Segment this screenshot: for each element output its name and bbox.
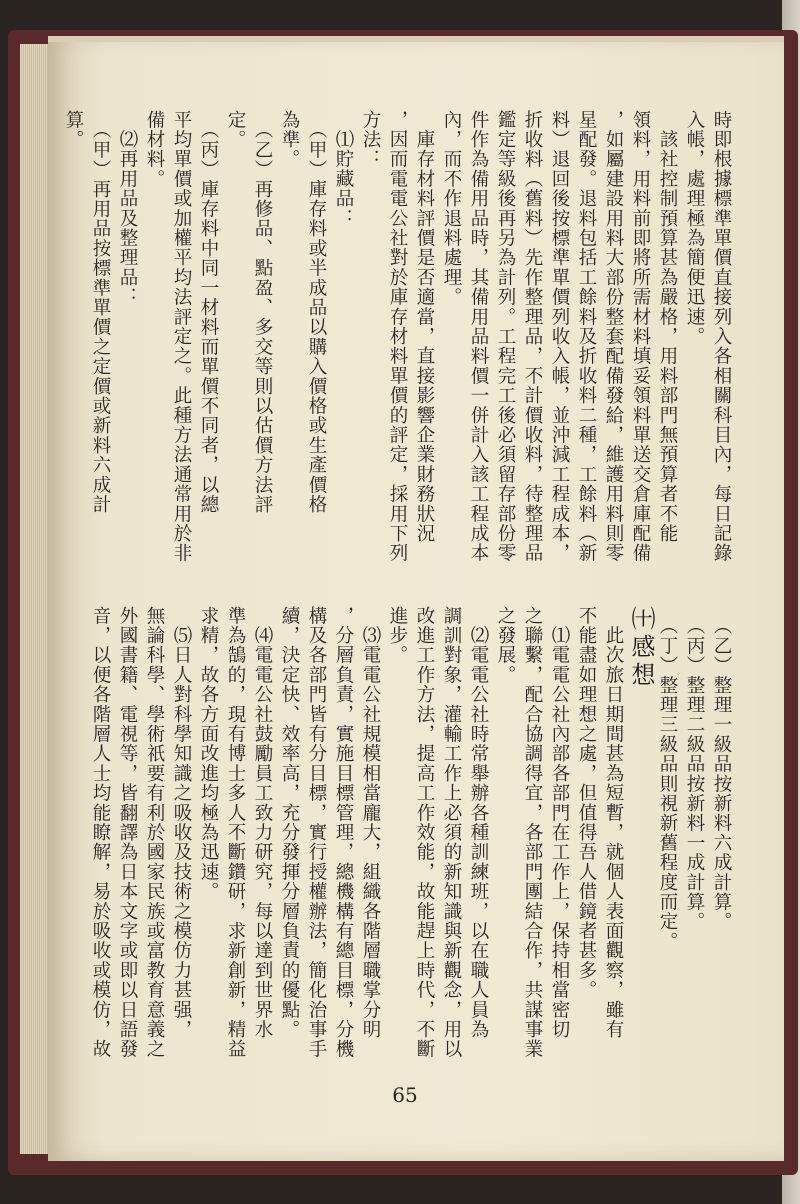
upper-text-block — [63, 110, 735, 580]
text-line: ⑴電電公社內部各部門在工作上，保持相當密切 — [549, 606, 570, 1040]
text-line: （丙）庫存料中同一材料而單價不同者，以總 — [198, 110, 219, 515]
text-line: （甲）再用品按標準單價之定價或新料六成計 — [90, 110, 111, 515]
page-number: 65 — [392, 1083, 418, 1107]
text-line: 方法： — [360, 110, 381, 170]
text-line: 續，決定快、效率高，充分發揮分層負責的優點。 — [279, 606, 300, 1040]
text-line: 庫存材料評價是否適當，直接影響企業財務狀況 — [414, 110, 435, 544]
text-line: 入帳，處理極為簡便迅速。 — [684, 110, 705, 347]
text-line: 鑑定等級後再另為計列。工程完工後必須留存部份零 — [495, 110, 516, 564]
text-line: 之發展。 — [495, 606, 516, 685]
section-heading: ㈩感想 — [627, 606, 655, 690]
text-line: ，如屬建設用料大部份整套配備發給，維護用料則零 — [603, 110, 624, 564]
text-line: 改進工作方法，提高工作效能，故能趕上時代，不斷 — [414, 606, 435, 1060]
text-line: 定。 — [225, 110, 246, 150]
text-line: 求精，故各方面改進均極為迅速。 — [198, 606, 219, 902]
text-line: （甲）庫存料或半成品以購入價格或生產價格 — [306, 110, 327, 515]
text-line: 進步。 — [387, 606, 408, 666]
text-line: 音，以便各階層人士均能瞭解，易於吸收或模仿，故 — [90, 606, 111, 1060]
text-line: 構及各部門皆有分目標，實行授權辦法，簡化治事手 — [306, 606, 327, 1060]
page-edges — [20, 44, 48, 1154]
text-line: ⑸日人對科學知識之吸收及技術之模仿力甚强， — [171, 606, 192, 1040]
text-line: ，因而電電公社對於庫存材料單價的評定，採用下列 — [387, 110, 408, 564]
text-line: ⑴貯藏品： — [333, 110, 354, 229]
text-line: ⑶電電公社規模相當龐大，組織各階層職掌分明 — [360, 606, 381, 1040]
text-line: （丁）整理三級品則視新舊程度而定。 — [657, 606, 678, 952]
text-line: 領料，用料前即將所需材料填妥領料單送交倉庫配備 — [630, 110, 651, 564]
text-line: 準為鵠的，現有博士多人不斷鑽研，求新創新，精益 — [225, 606, 246, 1060]
text-line: （丙）整理二級品按新料一成計算。 — [684, 606, 705, 932]
text-line: 外國書籍、電視等，皆翻譯為日本文字或即以日語發 — [117, 606, 138, 1060]
page-top-edge — [48, 36, 784, 42]
text-line: 算。 — [63, 110, 84, 150]
text-line: 之聯繫，配合協調得宜，各部門團結合作，共謀事業 — [522, 606, 543, 1060]
text-line: 為準。 — [279, 110, 300, 170]
lower-text-block — [90, 606, 735, 1081]
text-line: 內，而不作退料處理。 — [441, 110, 462, 307]
text-line: 平均單價或加權平均法評定之。此種方法通常用於非 — [171, 110, 192, 564]
text-line: 該社控制預算甚為嚴格，用料部門無預算者不能 — [657, 110, 678, 544]
text-line: 備材料。 — [144, 110, 165, 189]
text-line: ⑵再用品及整理品： — [117, 110, 138, 307]
text-line: 折收料（舊料）先作整理品，不計價收料，待整理品 — [522, 110, 543, 564]
text-line: （乙）再修品、點盈、多交等則以估價方法評 — [252, 110, 273, 515]
text-line: 料）退回後按標準單價列收入帳，並沖減工程成本， — [549, 110, 570, 564]
text-line: 調訓對象，灌輸工作上必須的新知識與新觀念，用以 — [441, 606, 462, 1060]
text-line: 時即根據標準單價直接列入各相關科目內，每日記錄 — [711, 110, 732, 564]
text-line: （乙）整理一級品按新料六成計算。 — [711, 606, 732, 932]
text-line: 不能盡如理想之處，但值得吾人借鏡者甚多。 — [576, 606, 597, 1000]
text-line: 星配發。退料包括工餘料及折收料二種，工餘料（新 — [576, 110, 597, 564]
text-line: ，分層負責，實施目標管理，總機構有總目標，分機 — [333, 606, 354, 1060]
text-line: 此次旅日期間甚為短暫，就個人表面觀察，雖有 — [603, 606, 624, 1040]
text-line: 件作為備用品時，其備用品料價一併計入該工程成本 — [468, 110, 489, 564]
text-line: ⑵電電公社時常舉辦各種訓練班，以在職人員為 — [468, 606, 489, 1040]
text-line: 無論科學、學術祇要有利於國家民族或富教育意義之 — [144, 606, 165, 1060]
text-line: ⑷電電公社鼓勵員工致力研究，每以達到世界水 — [252, 606, 273, 1040]
